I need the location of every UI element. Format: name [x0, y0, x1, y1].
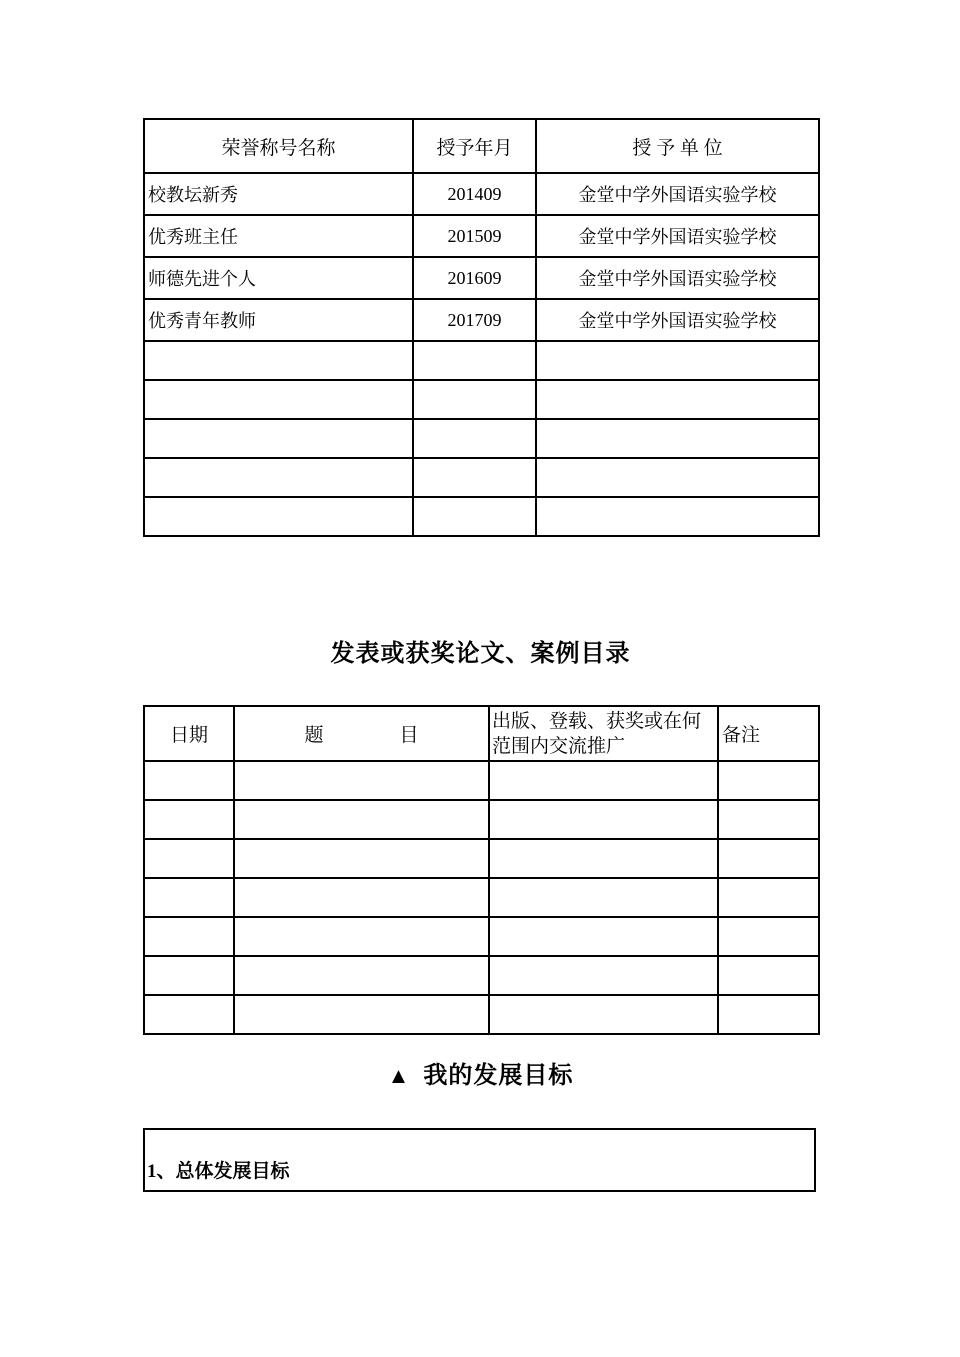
empty-cell	[234, 839, 489, 878]
empty-cell	[144, 956, 234, 995]
empty-cell	[718, 878, 819, 917]
honor-unit-cell: 金堂中学外国语实验学校	[536, 257, 819, 299]
papers-empty-row	[144, 800, 819, 839]
empty-cell	[489, 878, 718, 917]
papers-empty-row	[144, 995, 819, 1034]
empty-cell	[489, 917, 718, 956]
honor-date-cell: 201409	[413, 173, 536, 215]
honor-date-cell: 201709	[413, 299, 536, 341]
honor-date-cell: 201509	[413, 215, 536, 257]
honors-empty-row	[144, 419, 819, 458]
empty-cell	[144, 458, 413, 497]
honors-empty-row	[144, 341, 819, 380]
papers-header-date: 日期	[144, 706, 234, 761]
honors-header-date: 授予年月	[413, 119, 536, 173]
empty-cell	[144, 917, 234, 956]
empty-cell	[718, 995, 819, 1034]
honor-date-cell: 201609	[413, 257, 536, 299]
empty-cell	[536, 341, 819, 380]
honor-name-cell: 校教坛新秀	[144, 173, 413, 215]
papers-empty-row	[144, 761, 819, 800]
empty-cell	[536, 380, 819, 419]
empty-cell	[234, 956, 489, 995]
empty-cell	[536, 419, 819, 458]
empty-cell	[489, 800, 718, 839]
honors-row	[144, 299, 819, 341]
empty-cell	[234, 761, 489, 800]
empty-cell	[144, 761, 234, 800]
empty-cell	[718, 761, 819, 800]
empty-cell	[234, 800, 489, 839]
honor-unit-cell: 金堂中学外国语实验学校	[536, 215, 819, 257]
empty-cell	[489, 995, 718, 1034]
honor-unit-cell: 金堂中学外国语实验学校	[536, 299, 819, 341]
honor-name-cell: 师德先进个人	[144, 257, 413, 299]
honors-empty-row	[144, 458, 819, 497]
honors-row	[144, 257, 819, 299]
empty-cell	[144, 800, 234, 839]
papers-section-title: 发表或获奖论文、案例目录	[330, 641, 631, 667]
empty-cell	[413, 380, 536, 419]
triangle-icon: ▲	[387, 1063, 410, 1088]
honors-empty-row	[144, 497, 819, 536]
papers-header-note: 备注	[718, 706, 819, 761]
empty-cell	[234, 917, 489, 956]
empty-cell	[144, 839, 234, 878]
honor-unit-cell: 金堂中学外国语实验学校	[536, 173, 819, 215]
honors-header-row	[144, 119, 819, 173]
empty-cell	[489, 956, 718, 995]
papers-empty-row	[144, 917, 819, 956]
goal-box-label: 1、总体发展目标	[147, 1161, 290, 1182]
papers-table	[143, 705, 820, 1035]
goals-section-title	[143, 1062, 818, 1090]
goals-title-text: 我的发展目标	[423, 1063, 574, 1089]
honors-empty-row	[144, 380, 819, 419]
honor-name-cell: 优秀班主任	[144, 215, 413, 257]
empty-cell	[144, 380, 413, 419]
honors-header-name: 荣誉称号名称	[144, 119, 413, 173]
empty-cell	[144, 995, 234, 1034]
papers-empty-row	[144, 956, 819, 995]
empty-cell	[413, 497, 536, 536]
empty-cell	[144, 497, 413, 536]
empty-cell	[144, 341, 413, 380]
overall-goal-box	[143, 1128, 816, 1192]
empty-cell	[413, 341, 536, 380]
empty-cell	[718, 917, 819, 956]
empty-cell	[718, 839, 819, 878]
papers-empty-row	[144, 878, 819, 917]
honors-row	[144, 215, 819, 257]
papers-header-row	[144, 706, 819, 761]
honors-header-unit: 授 予 单 位	[536, 119, 819, 173]
empty-cell	[536, 458, 819, 497]
empty-cell	[718, 800, 819, 839]
empty-cell	[144, 878, 234, 917]
empty-cell	[234, 995, 489, 1034]
empty-cell	[234, 878, 489, 917]
honor-name-cell: 优秀青年教师	[144, 299, 413, 341]
empty-cell	[718, 956, 819, 995]
empty-cell	[536, 497, 819, 536]
honors-row	[144, 173, 819, 215]
papers-empty-row	[144, 839, 819, 878]
papers-header-title: 题 目	[234, 706, 489, 761]
empty-cell	[144, 419, 413, 458]
empty-cell	[489, 839, 718, 878]
empty-cell	[413, 458, 536, 497]
empty-cell	[413, 419, 536, 458]
honors-table	[143, 118, 820, 537]
empty-cell	[489, 761, 718, 800]
papers-header-scope: 出版、登载、获奖或在何范围内交流推广	[489, 706, 718, 761]
